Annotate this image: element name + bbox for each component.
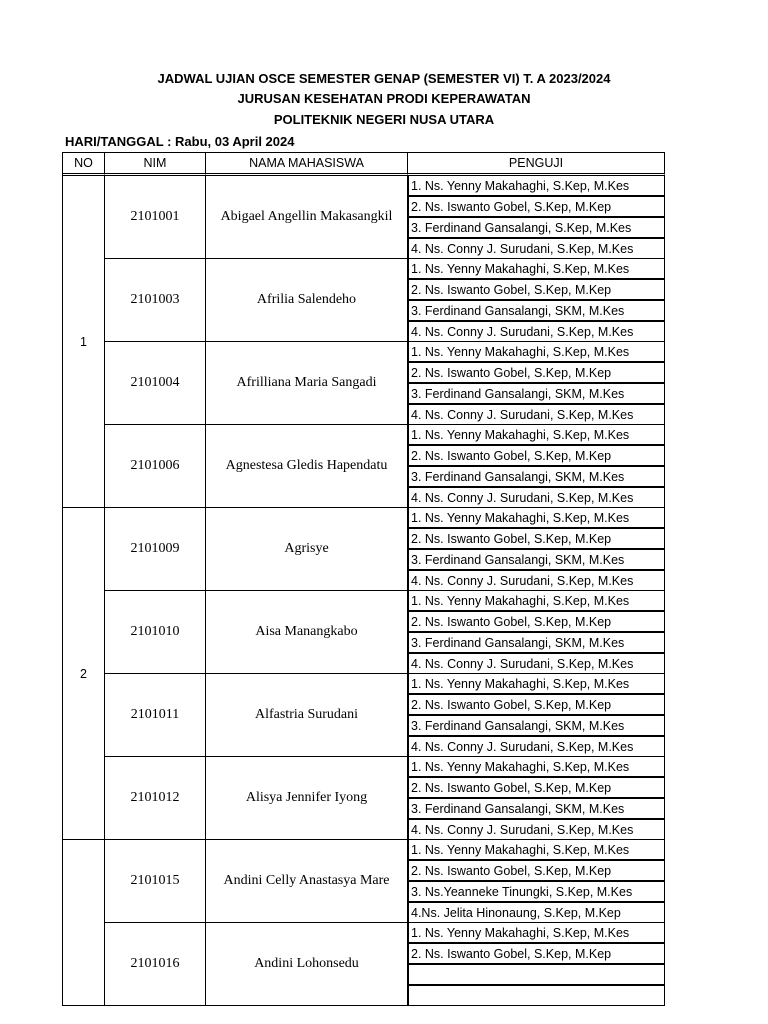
student-nim: 2101006 <box>105 425 206 508</box>
table-row <box>63 757 665 777</box>
student-nim: 2101016 <box>105 923 206 1006</box>
table-row <box>63 923 665 943</box>
group-number <box>63 840 105 1006</box>
examiner-name: 3. Ferdinand Gansalangi, SKM, M.Kes <box>408 549 665 570</box>
examiner-name: 4. Ns. Conny J. Surudani, S.Kep, M.Kes <box>408 736 665 757</box>
header-no: NO <box>63 153 105 176</box>
table-row <box>63 591 665 611</box>
examiner-name <box>408 964 665 985</box>
examiner-name: 4. Ns. Conny J. Surudani, S.Kep, M.Kes <box>408 819 665 840</box>
examiner-name: 2. Ns. Iswanto Gobel, S.Kep, M.Kep <box>408 279 665 300</box>
student-name: Aisa Manangkabo <box>206 591 408 674</box>
table-row <box>63 176 665 196</box>
examiner-name: 2. Ns. Iswanto Gobel, S.Kep, M.Kep <box>408 777 665 798</box>
student-nim: 2101015 <box>105 840 206 923</box>
doc-subtitle-department: JURUSAN KESEHATAN PRODI KEPERAWATAN <box>237 91 531 106</box>
student-nim: 2101009 <box>105 508 206 591</box>
examiner-name: 3. Ferdinand Gansalangi, SKM, M.Kes <box>408 466 665 487</box>
examiner-name: 2. Ns. Iswanto Gobel, S.Kep, M.Kep <box>408 445 665 466</box>
examiner-name: 4. Ns. Conny J. Surudani, S.Kep, M.Kes <box>408 570 665 591</box>
group-number: 1 <box>63 176 105 508</box>
examiner-name: 1. Ns. Yenny Makahaghi, S.Kep, M.Kes <box>408 176 665 196</box>
student-name: Afrilliana Maria Sangadi <box>206 342 408 425</box>
examiner-name: 4. Ns. Conny J. Surudani, S.Kep, M.Kes <box>408 321 665 342</box>
table-header-row <box>63 153 665 176</box>
examiner-name: 3. Ferdinand Gansalangi, SKM, M.Kes <box>408 300 665 321</box>
header-nama: NAMA MAHASISWA <box>206 153 408 176</box>
examiner-name: 2. Ns. Iswanto Gobel, S.Kep, M.Kep <box>408 196 665 217</box>
student-name: Andini Celly Anastasya Mare <box>206 840 408 923</box>
student-nim: 2101001 <box>105 176 206 259</box>
examiner-name: 1. Ns. Yenny Makahaghi, S.Kep, M.Kes <box>408 342 665 362</box>
table-row <box>63 508 665 528</box>
exam-date: HARI/TANGGAL : Rabu, 03 April 2024 <box>65 134 295 149</box>
student-name: Alfastria Surudani <box>206 674 408 757</box>
student-name: Afrilia Salendeho <box>206 259 408 342</box>
examiner-name: 3. Ferdinand Gansalangi, SKM, M.Kes <box>408 632 665 653</box>
examiner-name: 4. Ns. Conny J. Surudani, S.Kep, M.Kes <box>408 487 665 508</box>
table-row <box>63 425 665 445</box>
examiner-name: 2. Ns. Iswanto Gobel, S.Kep, M.Kep <box>408 694 665 715</box>
examiner-name: 1. Ns. Yenny Makahaghi, S.Kep, M.Kes <box>408 425 665 445</box>
table-body <box>63 176 665 1006</box>
examiner-name: 3. Ferdinand Gansalangi, SKM, M.Kes <box>408 798 665 819</box>
header-penguji: PENGUJI <box>408 153 665 176</box>
examiner-name: 2. Ns. Iswanto Gobel, S.Kep, M.Kep <box>408 943 665 964</box>
student-name: Agrisye <box>206 508 408 591</box>
student-nim: 2101004 <box>105 342 206 425</box>
examiner-name: 2. Ns. Iswanto Gobel, S.Kep, M.Kep <box>408 362 665 383</box>
student-nim: 2101010 <box>105 591 206 674</box>
examiner-name: 1. Ns. Yenny Makahaghi, S.Kep, M.Kes <box>408 508 665 528</box>
header-nim: NIM <box>105 153 206 176</box>
examiner-name: 4. Ns. Conny J. Surudani, S.Kep, M.Kes <box>408 653 665 674</box>
student-nim: 2101012 <box>105 757 206 840</box>
examiner-name: 1. Ns. Yenny Makahaghi, S.Kep, M.Kes <box>408 674 665 694</box>
schedule-table <box>62 152 665 1006</box>
examiner-name: 3. Ns.Yeanneke Tinungki, S.Kep, M.Kes <box>408 881 665 902</box>
examiner-name: 4. Ns. Conny J. Surudani, S.Kep, M.Kes <box>408 238 665 259</box>
examiner-name: 2. Ns. Iswanto Gobel, S.Kep, M.Kep <box>408 611 665 632</box>
examiner-name: 1. Ns. Yenny Makahaghi, S.Kep, M.Kes <box>408 591 665 611</box>
examiner-name: 2. Ns. Iswanto Gobel, S.Kep, M.Kep <box>408 528 665 549</box>
student-name: Abigael Angellin Makasangkil <box>206 176 408 259</box>
examiner-name: 3. Ferdinand Gansalangi, SKM, M.Kes <box>408 383 665 404</box>
examiner-name: 4.Ns. Jelita Hinonaung, S.Kep, M.Kep <box>408 902 665 923</box>
examiner-name: 3. Ferdinand Gansalangi, S.Kep, M.Kes <box>408 217 665 238</box>
student-name: Alisya Jennifer Iyong <box>206 757 408 840</box>
table-row <box>63 259 665 279</box>
group-number: 2 <box>63 508 105 840</box>
student-nim: 2101011 <box>105 674 206 757</box>
examiner-name: 4. Ns. Conny J. Surudani, S.Kep, M.Kes <box>408 404 665 425</box>
student-name: Andini Lohonsedu <box>206 923 408 1006</box>
examiner-name: 3. Ferdinand Gansalangi, SKM, M.Kes <box>408 715 665 736</box>
table-row <box>63 840 665 860</box>
student-name: Agnestesa Gledis Hapendatu <box>206 425 408 508</box>
student-nim: 2101003 <box>105 259 206 342</box>
examiner-name: 1. Ns. Yenny Makahaghi, S.Kep, M.Kes <box>408 757 665 777</box>
examiner-name: 1. Ns. Yenny Makahaghi, S.Kep, M.Kes <box>408 840 665 860</box>
examiner-name: 2. Ns. Iswanto Gobel, S.Kep, M.Kep <box>408 860 665 881</box>
table-row <box>63 674 665 694</box>
examiner-name: 1. Ns. Yenny Makahaghi, S.Kep, M.Kes <box>408 259 665 279</box>
doc-subtitle-institution: POLITEKNIK NEGERI NUSA UTARA <box>273 112 495 127</box>
examiner-name <box>408 985 665 1006</box>
table-row <box>63 342 665 362</box>
examiner-name: 1. Ns. Yenny Makahaghi, S.Kep, M.Kes <box>408 923 665 943</box>
schedule-sheet <box>62 152 665 971</box>
doc-title: JADWAL UJIAN OSCE SEMESTER GENAP (SEMESTER VI) T. A 2023/2024 <box>157 71 611 86</box>
